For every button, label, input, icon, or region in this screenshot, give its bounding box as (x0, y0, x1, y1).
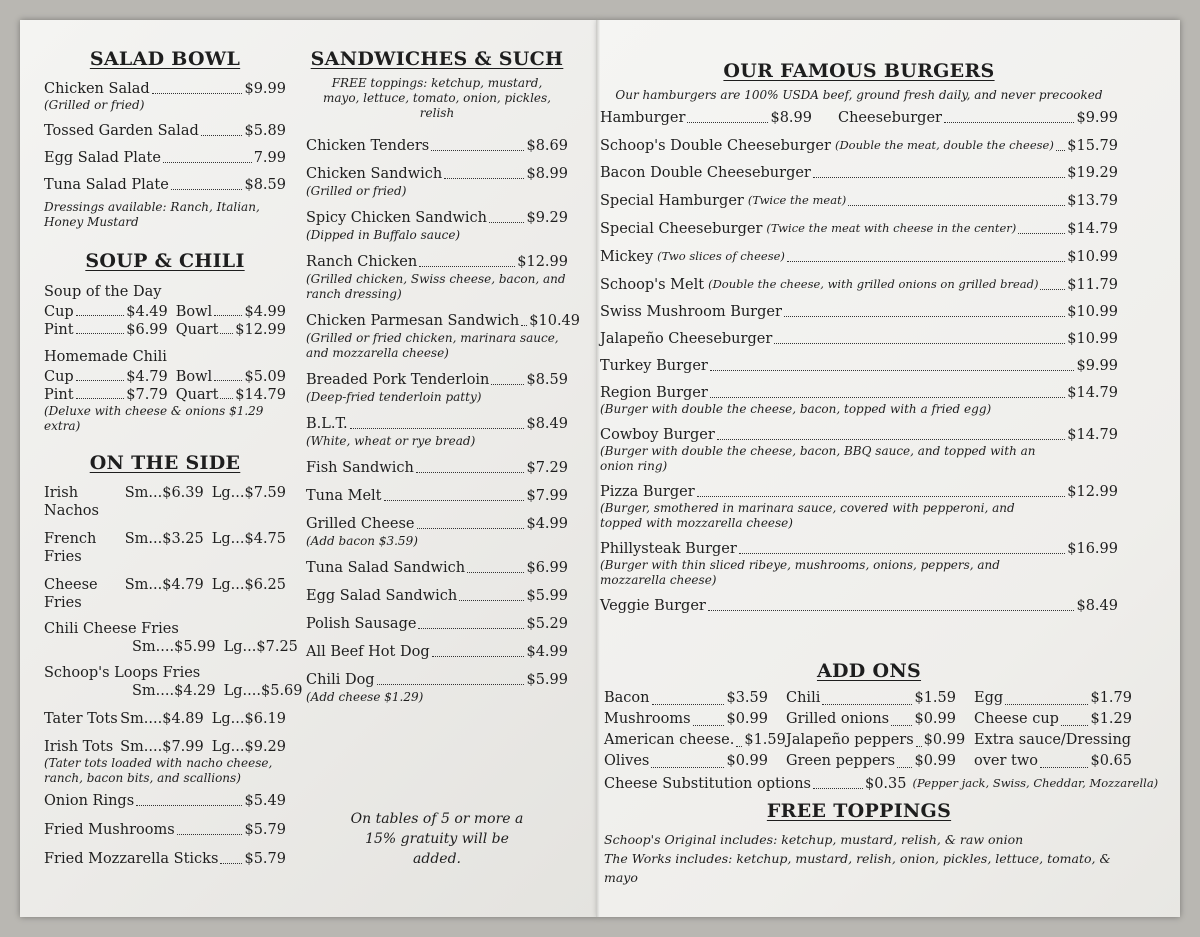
add-on-row (786, 709, 956, 730)
burgers-subtitle: Our hamburgers are 100% USDA beef, ground fresh daily, and never precooked (615, 88, 1103, 102)
side-item-large-price: Lg...$4.75 (211, 531, 286, 547)
side-item-name: Irish Nachos (44, 485, 99, 519)
soup-block (44, 282, 286, 339)
chili-block (44, 347, 286, 434)
add-ons-section (604, 660, 1159, 793)
sandwich-item-row (306, 415, 568, 433)
side-sized-item (44, 530, 286, 566)
burger-item-name: Turkey Burger (600, 358, 708, 374)
add-on-name: Extra sauce/Dressing (974, 732, 1132, 748)
side-item-name: Onion Rings (44, 793, 135, 809)
side-item-name: Fried Mozzarella Sticks (44, 851, 219, 867)
free-toppings-section (604, 800, 1114, 887)
cheese-substitution-name: Cheese Substitution options (604, 776, 811, 792)
sandwich-item-name: Egg Salad Sandwich (306, 588, 458, 604)
salad-item-row (44, 176, 286, 194)
sandwich-item-row (306, 587, 568, 605)
sandwich-item-name: Chili Dog (306, 672, 375, 688)
add-on-row (604, 730, 786, 751)
side-item-row (44, 792, 286, 810)
dressings-note: Dressings available: Ranch, Italian, Honey Mustard (44, 200, 260, 229)
add-ons-col3 (974, 688, 1132, 772)
burger-item-row (600, 483, 1118, 501)
sandwich-item-price: $5.99 (526, 588, 568, 604)
burger-item-price: $11.79 (1067, 277, 1118, 293)
burger-item-row (600, 330, 1118, 348)
cheeseburger-name: Cheeseburger (838, 110, 942, 126)
sandwich-item-name: Tuna Salad Sandwich (306, 560, 466, 576)
side-item-row (44, 821, 286, 839)
add-on-row (974, 730, 1132, 751)
add-on-row (974, 688, 1132, 709)
side-sized-item (44, 738, 286, 756)
cheeseburger-price: $9.99 (1076, 110, 1118, 126)
burger-item-row (600, 426, 1118, 444)
add-on-price: $0.65 (1090, 753, 1132, 769)
burger-item-price: $14.79 (1067, 221, 1118, 237)
sandwich-item-row (306, 671, 568, 689)
side-item-name: Cheese Fries (44, 577, 98, 611)
burger-item-price: $10.99 (1067, 304, 1118, 320)
burger-item-name: Pizza Burger (600, 484, 695, 500)
sandwich-item-row (306, 459, 568, 477)
sandwich-item-name: Tuna Melt (306, 488, 382, 504)
sandwich-item-name: Chicken Tenders (306, 138, 430, 154)
side-item-large-price: Lg...$6.19 (211, 711, 286, 727)
on-the-side-section (44, 452, 303, 868)
burger-item-row (600, 540, 1118, 558)
burger-item-price: $9.99 (1076, 358, 1118, 374)
add-on-row (786, 730, 966, 751)
sandwich-item-name: Chicken Parmesan Sandwich (306, 313, 520, 329)
sandwich-item-price: $8.69 (526, 138, 568, 154)
salad-bowl-header: SALAD BOWL (89, 48, 241, 70)
side-item-name: Chili Cheese Fries (44, 621, 179, 637)
sandwich-item-row (306, 615, 568, 633)
add-on-price: $1.29 (1090, 711, 1132, 727)
sandwich-item-price: $8.59 (526, 372, 568, 388)
sandwich-item-price: $9.29 (526, 210, 568, 226)
side-items-list (44, 792, 286, 868)
soup-quart-label: Quart (175, 322, 219, 338)
add-on-name: Mushrooms (604, 711, 691, 727)
add-on-name: Grilled onions (786, 711, 890, 727)
sandwich-item-price: $7.99 (526, 488, 568, 504)
side-item-small-price: Sm...$6.39 (124, 485, 204, 501)
salad-bowl-section (44, 48, 286, 230)
add-on-name: Chili (786, 690, 821, 706)
salad-item-note: (Grilled or fried) (44, 98, 145, 112)
add-on-price: $1.59 (914, 690, 956, 706)
hamburger-row (600, 109, 1118, 127)
soup-bowl-price: $4.99 (244, 304, 286, 320)
burger-item-name: Special Cheeseburger (600, 221, 763, 237)
add-on-row (974, 709, 1132, 730)
burger-item-price: $10.99 (1067, 249, 1118, 265)
burger-item-price: $19.29 (1067, 165, 1118, 181)
sandwich-item-note: (Deep-fried tenderloin patty) (306, 390, 482, 404)
side-item-small-price: Sm...$3.25 (124, 531, 204, 547)
side-item-price: $5.79 (244, 851, 286, 867)
burger-item-row (600, 191, 1118, 210)
chili-pint-price: $7.79 (126, 387, 168, 403)
sandwich-free-toppings: FREE toppings: ketchup, mustard, mayo, lettuce, tomato, onion, pickles, relish (323, 76, 551, 120)
side-item-large-price: Lg....$5.69 (223, 683, 303, 699)
salad-item-price: $5.89 (244, 123, 286, 139)
sandwich-item-name: All Beef Hot Dog (306, 644, 430, 660)
side-item-large-price: Lg...$7.59 (211, 485, 286, 501)
burger-item-row (600, 357, 1118, 375)
add-on-row (604, 709, 768, 730)
add-on-row (786, 688, 956, 709)
salad-list (44, 80, 286, 194)
add-on-name: American cheese. (604, 732, 735, 748)
side-item-small-price: Sm....$4.29 (132, 683, 216, 699)
burger-item-inline-note: (Double the cheese, with grilled onions on grilled bread) (708, 277, 1039, 291)
side-item-large-price: Lg...$6.25 (211, 577, 286, 593)
sandwich-item-price: $7.29 (526, 460, 568, 476)
burger-item-inline-note: (Twice the meat with cheese in the center) (766, 221, 1017, 235)
burger-item-price: $15.79 (1067, 138, 1118, 154)
sandwich-item-price: $6.99 (526, 560, 568, 576)
side-item-name: Tater Tots (44, 711, 118, 727)
sandwich-item-note: (Grilled or fried) (306, 184, 407, 198)
sandwich-item-row (306, 312, 581, 330)
add-on-name: over two (974, 753, 1039, 769)
salad-item-name: Tossed Garden Salad (44, 123, 199, 139)
add-on-price: $0.99 (914, 753, 956, 769)
sandwich-item-name: Fish Sandwich (306, 460, 414, 476)
side-item-small-price: Sm....$5.99 (132, 639, 216, 655)
burger-item-name: Region Burger (600, 385, 708, 401)
sandwich-item-price: $8.49 (526, 416, 568, 432)
burger-item-name: Schoop's Double Cheeseburger (600, 138, 831, 154)
chili-name: Homemade Chili (44, 349, 167, 365)
burger-item-row (600, 164, 1118, 182)
burger-item-note: (Burger, smothered in marinara sauce, covered with pepperoni, and topped with mozzarella cheese) (600, 501, 1015, 530)
add-on-name: Bacon (604, 690, 650, 706)
salad-item-row (44, 149, 286, 167)
side-item-small-price: Sm....$4.89 (120, 711, 204, 727)
salad-item-price: $8.59 (244, 177, 286, 193)
add-ons-header: ADD ONS (816, 660, 922, 682)
soup-bowl-label: Bowl (175, 304, 213, 320)
burger-item-name: Veggie Burger (600, 598, 706, 614)
sandwich-item-price: $12.99 (517, 254, 568, 270)
add-on-row (604, 751, 768, 772)
side-item-name: Fried Mushrooms (44, 822, 175, 838)
burger-item-inline-note: (Double the meat, double the cheese) (834, 138, 1054, 152)
sandwich-list (306, 137, 581, 705)
side-sized-list (44, 484, 303, 756)
soup-quart-price: $12.99 (235, 322, 286, 338)
side-item-row (44, 850, 286, 868)
burger-item-inline-note: (Two slices of cheese) (657, 249, 785, 263)
free-toppings-header: FREE TOPPINGS (766, 800, 952, 822)
add-ons-col1 (604, 688, 786, 772)
burger-item-price: $14.79 (1067, 385, 1118, 401)
burger-item-price: $10.99 (1067, 331, 1118, 347)
sandwich-item-note: (White, wheat or rye bread) (306, 434, 476, 448)
burger-item-name: Mickey (600, 249, 654, 265)
burger-item-row (600, 303, 1118, 321)
burger-item-name: Special Hamburger (600, 193, 744, 209)
burger-item-name: Cowboy Burger (600, 427, 715, 443)
sandwich-item-row (306, 487, 568, 505)
irish-tots-note: (Tater tots loaded with nacho cheese, ranch, bacon bits, and scallions) (44, 756, 273, 785)
burger-list (600, 136, 1118, 615)
burger-item-name: Phillysteak Burger (600, 541, 737, 557)
add-on-row (786, 751, 956, 772)
sandwich-item-name: Grilled Cheese (306, 516, 415, 532)
sandwich-item-note: (Dipped in Buffalo sauce) (306, 228, 461, 242)
sandwich-item-row (306, 643, 568, 661)
burger-item-name: Bacon Double Cheeseburger (600, 165, 811, 181)
add-on-row (974, 751, 1132, 772)
salad-item-name: Egg Salad Plate (44, 150, 161, 166)
add-on-price: $3.59 (726, 690, 768, 706)
sandwich-item-note: (Grilled or fried chicken, marinara sauce, and mozzarella cheese) (306, 331, 559, 360)
burger-item-price: $16.99 (1067, 541, 1118, 557)
burger-item-name: Swiss Mushroom Burger (600, 304, 782, 320)
soup-pint-price: $6.99 (126, 322, 168, 338)
salad-item-name: Chicken Salad (44, 81, 150, 97)
soup-pint-label: Pint (44, 322, 74, 338)
sandwiches-header: SANDWICHES & SUCH (310, 48, 564, 70)
burger-item-row (600, 247, 1118, 266)
sandwich-item-price: $4.99 (526, 644, 568, 660)
burger-item-note: (Burger with thin sliced ribeye, mushrooms, onions, peppers, and mozzarella cheese) (600, 558, 1000, 587)
burger-item-inline-note: (Twice the meat) (747, 193, 847, 207)
side-sized-item (44, 710, 286, 728)
chili-bowl-label: Bowl (175, 369, 213, 385)
hamburger-price: $8.99 (770, 110, 812, 126)
burger-item-price: $12.99 (1067, 484, 1118, 500)
burgers-header: OUR FAMOUS BURGERS (723, 60, 995, 82)
side-item-large-price: Lg...$9.29 (211, 739, 286, 755)
sandwich-item-note: (Add bacon $3.59) (306, 534, 418, 548)
sandwich-item-row (306, 137, 568, 155)
sandwich-item-row (306, 209, 568, 227)
burger-item-row (600, 136, 1118, 155)
sandwich-item-name: Ranch Chicken (306, 254, 418, 270)
add-on-price: $0.99 (914, 711, 956, 727)
add-on-price: $0.99 (726, 711, 768, 727)
add-on-name: Jalapeño peppers (786, 732, 914, 748)
sandwich-item-note: (Add cheese $1.29) (306, 690, 424, 704)
chili-bowl-price: $5.09 (244, 369, 286, 385)
side-sized-item (44, 576, 286, 612)
salad-item-name: Tuna Salad Plate (44, 177, 169, 193)
sandwiches-column (306, 48, 581, 869)
add-on-price: $1.79 (1090, 690, 1132, 706)
side-item-name: Irish Tots (44, 739, 114, 755)
sandwich-item-row (306, 165, 568, 183)
cheese-substitution-note: (Pepper jack, Swiss, Cheddar, Mozzarella) (912, 776, 1159, 790)
schoops-original-note: Schoop's Original includes: ketchup, mustard, relish, & raw onion (604, 832, 1024, 847)
side-item-price: $5.79 (244, 822, 286, 838)
add-on-name: Cheese cup (974, 711, 1059, 727)
salad-soup-side-column (44, 48, 303, 868)
chili-quart-label: Quart (175, 387, 219, 403)
salad-item-price: $9.99 (244, 81, 286, 97)
add-on-price: $0.99 (923, 732, 966, 748)
sandwich-item-row (306, 253, 568, 271)
sandwich-item-row (306, 515, 568, 533)
sandwich-item-name: Polish Sausage (306, 616, 417, 632)
sandwich-item-price: $10.49 (529, 313, 581, 329)
side-sized-item (44, 620, 298, 656)
burger-item-note: (Burger with double the cheese, bacon, topped with a fried egg) (600, 402, 992, 416)
hamburger-name: Hamburger (600, 110, 686, 126)
sandwich-item-row (306, 559, 568, 577)
chili-note: (Deluxe with cheese & onions $1.29 extra) (44, 404, 264, 433)
soup-cup-price: $4.49 (126, 304, 168, 320)
add-on-name: Green peppers (786, 753, 896, 769)
soup-cup-label: Cup (44, 304, 74, 320)
sandwich-item-name: Spicy Chicken Sandwich (306, 210, 487, 226)
burger-item-row (600, 219, 1118, 238)
sandwich-item-note: (Grilled chicken, Swiss cheese, bacon, and ranch dressing) (306, 272, 566, 301)
on-the-side-header: ON THE SIDE (89, 452, 241, 474)
add-on-price: $0.99 (726, 753, 768, 769)
burger-item-price: $13.79 (1067, 193, 1118, 209)
chili-quart-price: $14.79 (235, 387, 286, 403)
add-on-price: $1.59 (744, 732, 786, 748)
burger-item-price: $14.79 (1067, 427, 1118, 443)
side-item-name: French Fries (44, 531, 97, 565)
the-works-note: The Works includes: ketchup, mustard, relish, onion, pickles, lettuce, tomato, & mayo (604, 851, 1111, 885)
soup-name: Soup of the Day (44, 284, 162, 300)
burger-item-row (600, 597, 1118, 615)
burger-item-note: (Burger with double the cheese, bacon, BBQ sauce, and topped with an onion ring) (600, 444, 1036, 473)
side-sized-item (44, 484, 286, 520)
side-item-small-price: Sm...$4.79 (124, 577, 204, 593)
burger-item-name: Schoop's Melt (600, 277, 705, 293)
salad-item-price: 7.99 (253, 150, 286, 166)
add-ons-grid (604, 688, 1134, 772)
cheese-substitution-row (604, 774, 1159, 793)
side-sized-item (44, 664, 303, 700)
burger-item-row (600, 384, 1118, 402)
side-item-name: Schoop's Loops Fries (44, 665, 201, 681)
burger-item-row (600, 275, 1118, 294)
burger-item-price: $8.49 (1076, 598, 1118, 614)
burgers-column (600, 60, 1118, 615)
sandwich-item-name: Breaded Pork Tenderloin (306, 372, 490, 388)
add-on-name: Olives (604, 753, 650, 769)
salad-item-row (44, 80, 286, 98)
chili-cup-price: $4.79 (126, 369, 168, 385)
sandwich-item-row (306, 371, 568, 389)
sandwich-item-price: $5.99 (526, 672, 568, 688)
chili-cup-label: Cup (44, 369, 74, 385)
soup-chili-section (44, 250, 286, 434)
add-ons-col2 (786, 688, 966, 772)
sandwich-item-price: $5.29 (526, 616, 568, 632)
sandwich-item-price: $4.99 (526, 516, 568, 532)
cheese-substitution-price: $0.35 (864, 776, 907, 792)
add-on-name: Egg (974, 690, 1004, 706)
sandwich-item-name: B.L.T. (306, 416, 348, 432)
soup-chili-header: SOUP & CHILI (85, 250, 245, 272)
side-item-small-price: Sm....$7.99 (120, 739, 204, 755)
salad-item-row (44, 122, 286, 140)
side-item-large-price: Lg...$7.25 (223, 639, 298, 655)
side-item-price: $5.49 (244, 793, 286, 809)
sandwich-item-price: $8.99 (526, 166, 568, 182)
chili-pint-label: Pint (44, 387, 74, 403)
sandwich-item-name: Chicken Sandwich (306, 166, 443, 182)
gratuity-note: On tables of 5 or more a 15% gratuity will be added. (350, 811, 524, 867)
add-on-row (604, 688, 768, 709)
burger-item-name: Jalapeño Cheeseburger (600, 331, 773, 347)
